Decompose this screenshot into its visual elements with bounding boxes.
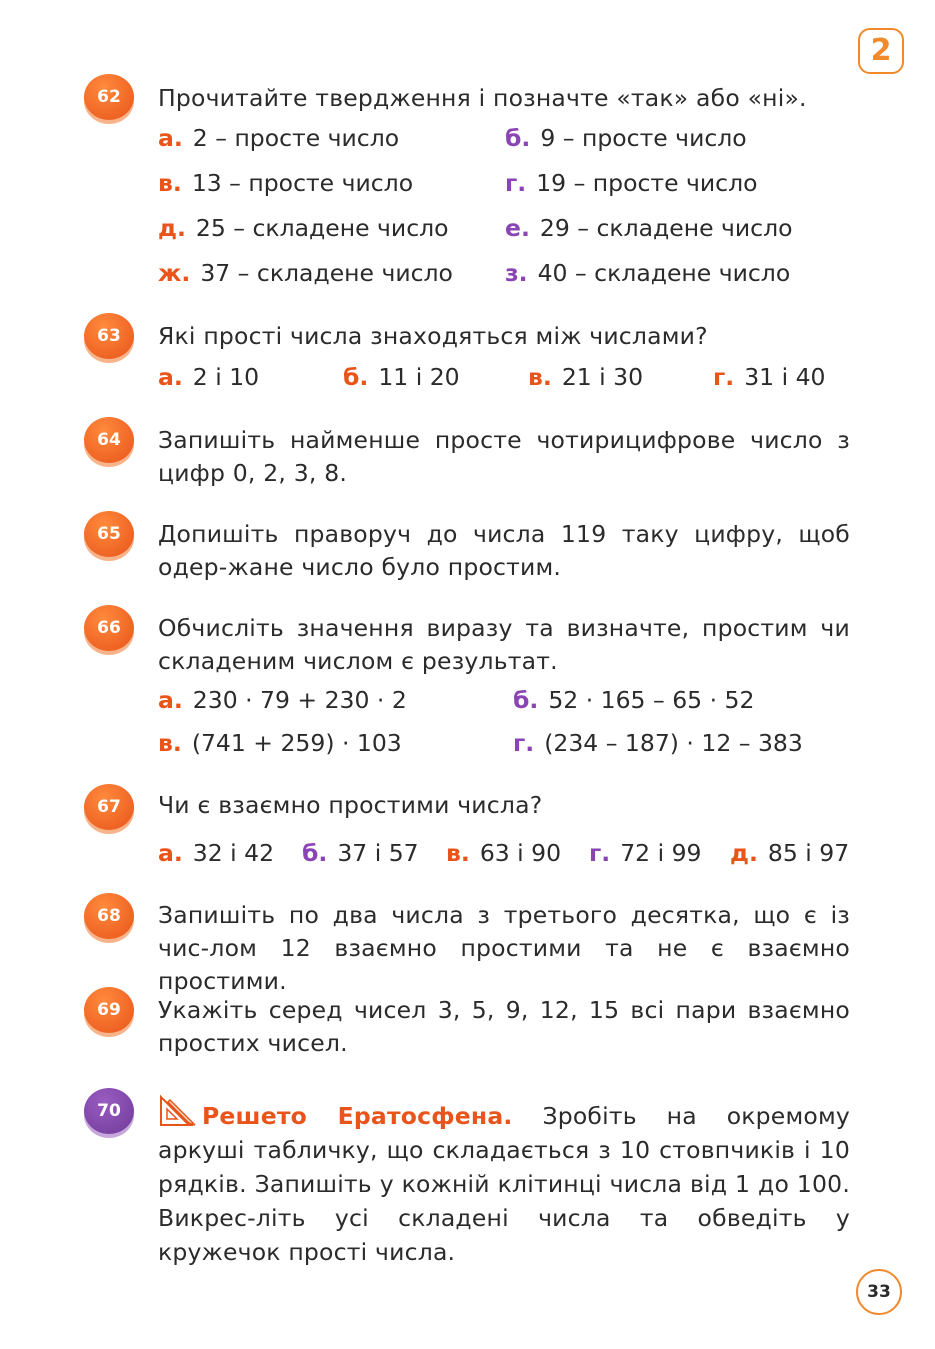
option-letter: з. (505, 259, 528, 287)
option-letter: г. (589, 839, 611, 867)
option-text: 19 – просте число (536, 169, 758, 197)
option-text: 52 · 165 – 65 · 52 (548, 686, 755, 714)
option-text: (741 + 259) · 103 (191, 729, 402, 757)
option-letter: б. (513, 686, 539, 714)
option-text: 13 – просте число (191, 169, 414, 197)
option-text: 230 · 79 + 230 · 2 (192, 686, 407, 714)
option-text: 2 і 10 (192, 363, 260, 391)
task-67-option-b (302, 837, 419, 870)
option-text: 37 – складене число (200, 259, 453, 287)
task-62-text: Прочитайте твердження і позначте «так» або «ні». (158, 84, 807, 112)
task-64-text: Запишіть найменше просте чотирицифрове число з цифр 0, 2, 3, 8. (158, 426, 850, 487)
task-67-number: 67 (84, 784, 134, 830)
task-68-number: 68 (84, 893, 134, 939)
option-text: 25 – складене число (195, 214, 449, 242)
task-67-option-d (730, 837, 849, 870)
option-letter: а. (158, 686, 183, 714)
option-text: 2 – просте число (192, 124, 400, 152)
task-66-number: 66 (84, 605, 134, 651)
task-62-option-zh (158, 257, 453, 290)
option-text: 11 і 20 (378, 363, 460, 391)
task-62-option-v (158, 167, 413, 200)
option-text: 72 і 99 (620, 839, 702, 867)
task-68-text: Запишіть по два числа з третього десятка, що є із чис-лом 12 взаємно простими та не є взаємно простими. (158, 901, 850, 995)
option-text: 37 і 57 (337, 839, 419, 867)
option-text: 9 – просте число (540, 124, 747, 152)
option-letter: а. (158, 124, 183, 152)
task-62-option-b (505, 122, 747, 155)
task-67-option-a (158, 837, 274, 870)
option-letter: б. (505, 124, 531, 152)
option-letter: г. (713, 363, 735, 391)
task-66-option-a (158, 684, 407, 717)
option-text: 29 – складене число (539, 214, 793, 242)
option-text: 40 – складене число (537, 259, 791, 287)
task-63-option-v (528, 361, 643, 394)
task-70-text: Зробіть на окремому аркуші табличку, що складається з 10 стовпчиків і 10 рядків. Запишіть у кожній клітинці числа від 1 до 100. Викрес-літь усі складені числа та обведіть у кружечок прості числа. (158, 1102, 850, 1266)
option-letter: б. (343, 363, 369, 391)
task-63-text: Які прості числа знаходяться між числами? (158, 322, 708, 350)
task-62-option-a (158, 122, 399, 155)
option-letter: д. (730, 839, 758, 867)
option-letter: ж. (158, 259, 191, 287)
task-69-number: 69 (84, 987, 134, 1033)
task-62-option-e (505, 212, 792, 245)
task-66-option-b (513, 684, 754, 717)
task-62-option-h (505, 167, 757, 200)
option-letter: в. (158, 169, 182, 197)
page-number: 33 (856, 1269, 902, 1315)
option-letter: в. (158, 729, 182, 757)
option-text: 85 і 97 (767, 839, 850, 867)
option-letter: е. (505, 214, 530, 242)
task-67-option-h (589, 837, 702, 870)
task-65-number: 65 (84, 511, 134, 557)
option-text: (234 – 187) · 12 – 383 (544, 729, 803, 757)
task-65-text: Допишіть праворуч до числа 119 таку цифру, щоб одер-жане число було простим. (158, 520, 850, 581)
task-66-text: Обчисліть значення виразу та визначте, простим чи складеним числом є результат. (158, 614, 850, 675)
option-letter: а. (158, 839, 183, 867)
option-text: 63 і 90 (479, 839, 562, 867)
task-63-option-h (713, 361, 826, 394)
option-text: 21 і 30 (561, 363, 644, 391)
option-letter: а. (158, 363, 183, 391)
task-66-option-v (158, 727, 402, 760)
pencil-ruler-icon (158, 1094, 198, 1128)
task-67-option-v (446, 837, 561, 870)
task-70-title: Решето Ератосфена. (202, 1102, 513, 1130)
task-63-number: 63 (84, 313, 134, 359)
task-63-option-a (158, 361, 259, 394)
task-64-number: 64 (84, 417, 134, 463)
task-70-text-block (158, 1094, 850, 1269)
chapter-badge: 2 (858, 28, 904, 74)
task-69-text: Укажіть серед чисел 3, 5, 9, 12, 15 всі пари взаємно простих чисел. (158, 996, 850, 1057)
task-66-option-h (513, 727, 803, 760)
option-letter: г. (505, 169, 527, 197)
task-62-option-z (505, 257, 790, 290)
option-text: 31 і 40 (744, 363, 826, 391)
option-letter: д. (158, 214, 186, 242)
task-63-option-b (343, 361, 460, 394)
option-letter: г. (513, 729, 535, 757)
task-67-text: Чи є взаємно простими числа? (158, 791, 543, 819)
option-text: 32 і 42 (192, 839, 275, 867)
option-letter: в. (446, 839, 470, 867)
option-letter: б. (302, 839, 328, 867)
task-62-option-d (158, 212, 449, 245)
option-letter: в. (528, 363, 552, 391)
task-62-number: 62 (84, 74, 134, 120)
task-70-number: 70 (84, 1088, 134, 1134)
